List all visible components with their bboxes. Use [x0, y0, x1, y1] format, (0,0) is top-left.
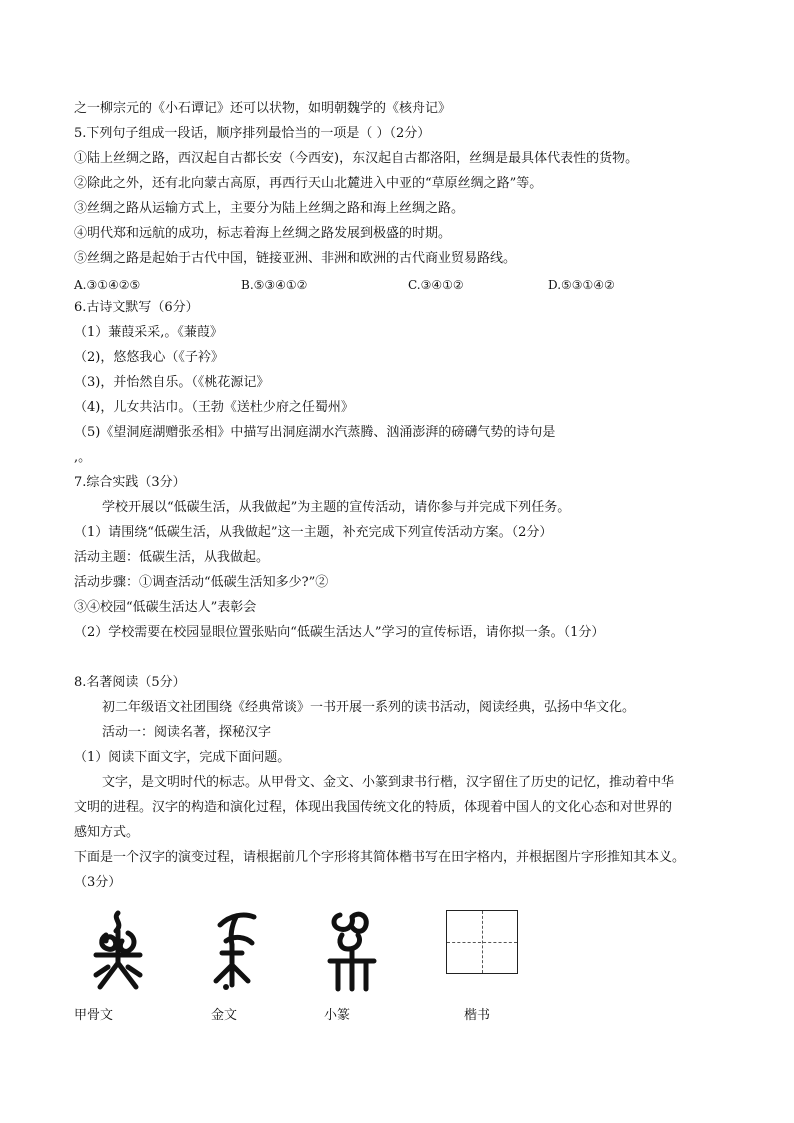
- label-bronze: 金文: [211, 1008, 238, 1023]
- q7-task-2: （2）学校需要在校园显眼位置张贴向“低碳生活达人”学习的宣传标语，请你拟一条。（1分）: [74, 625, 605, 640]
- question-7-title: 7.综合实践（3分）: [74, 475, 186, 490]
- q5-option-d[interactable]: D.⑤③①④②: [548, 278, 615, 292]
- q5-option-a[interactable]: A.③①④②⑤: [74, 278, 141, 292]
- q6-item-1: （1）蒹葭采采,。《蒹葭》: [74, 325, 223, 340]
- question-8-title: 8.名著阅读（5分）: [74, 675, 186, 690]
- q6-item-4: （4)，儿女共沾巾。（王勃《送杜少府之任蜀州》: [74, 400, 354, 415]
- q5-sentence-1: ①陆上丝绸之路，西汉起自古都长安（今西安)，东汉起自古都洛阳，丝绸是最具体代表性的货物。: [74, 151, 639, 166]
- q5-sentence-4: ④明代郑和远航的成功，标志着海上丝绸之路发展到极盛的时期。: [74, 226, 452, 241]
- q8-paragraph-line-3: 感知方式。: [74, 825, 140, 840]
- q8-paragraph-line-1: 文字，是文明时代的标志。从甲骨文、金文、小篆到隶书行楷，汉字留住了历史的记忆，推动着中华: [102, 775, 675, 790]
- q5-option-c[interactable]: C.③④①②: [408, 278, 464, 292]
- q7-task-1: （1）请围绕“低碳生活，从我做起”这一主题，补充完成下列宣传活动方案。（2分）: [74, 525, 553, 540]
- q8-evolution-task: 下面是一个汉字的演变过程，请根据前几个字形将其简体楷书写在田字格内，并根据图片字形推知其本义。: [74, 850, 686, 865]
- q5-sentence-2: ②除此之外，还有北向蒙古高原，再西行天山北麓进入中亚的“草原丝绸之路”等。: [74, 176, 543, 191]
- q6-item-2: （2)，悠悠我心（《子衿》: [74, 350, 224, 365]
- label-oracle-bone: 甲骨文: [74, 1008, 114, 1023]
- text-line-intro: 之一柳宗元的《小石谭记》还可以状物，如明朝魏学的《核舟记》: [74, 101, 452, 116]
- grid-vertical-guide: [482, 911, 483, 973]
- q8-task-1: （1）阅读下面文字，完成下面问题。: [74, 750, 291, 765]
- q6-item-5: （5)《望洞庭湖赠张丞相》中描写出洞庭湖水汽蒸腾、汹涌澎湃的磅礴气势的诗句是: [74, 425, 556, 440]
- q8-activity-1: 活动一：阅读名著，探秘汉字: [102, 725, 272, 740]
- q7-intro: 学校开展以“低碳生活，从我做起”为主题的宣传活动，请你参与并完成下列任务。: [102, 500, 571, 515]
- q8-intro: 初二年级语文社团围绕《经典常谈》一书开展一系列的读书活动，阅读经典，弘扬中华文化。: [102, 700, 636, 715]
- question-5-title: 5.下列句子组成一段话，顺序排列最恰当的一项是（ ）（2分）: [74, 126, 431, 141]
- q5-sentence-3: ③丝绸之路从运输方式上，主要分为陆上丝绸之路和海上丝绸之路。: [74, 201, 465, 216]
- question-6-title: 6.古诗文默写（6分）: [74, 300, 199, 315]
- q8-paragraph-line-2: 文明的进程。汉字的构造和演化过程，体现出我国传统文化的特质，体现着中国人的文化心态和对世界的: [74, 800, 673, 815]
- q7-activity-theme: 活动主题：低碳生活，从我做起。: [74, 550, 270, 565]
- q6-item-3: （3)，并怡然自乐。（《桃花源记》: [74, 375, 270, 390]
- q6-item-5-answer: ,。: [74, 450, 92, 465]
- q8-evolution-score: （3分）: [74, 875, 122, 890]
- label-small-seal: 小篆: [324, 1008, 351, 1023]
- label-regular-script: 楷书: [464, 1008, 491, 1023]
- q7-activity-steps-2: ③④校园“低碳生活达人”表彰会: [74, 600, 257, 615]
- small-seal-glyph-image: [312, 905, 392, 995]
- q5-sentence-5: ⑤丝绸之路是起始于古代中国，链接亚洲、非洲和欧洲的古代商业贸易路线。: [74, 251, 517, 266]
- tianzige-answer-grid[interactable]: [446, 910, 518, 974]
- bronze-glyph-image: [196, 905, 276, 995]
- q7-activity-steps: 活动步骤：①调查活动“低碳生活知多少?”②: [74, 575, 329, 590]
- oracle-bone-glyph-image: [78, 905, 158, 995]
- q5-option-b[interactable]: B.⑤③④①②: [241, 278, 308, 292]
